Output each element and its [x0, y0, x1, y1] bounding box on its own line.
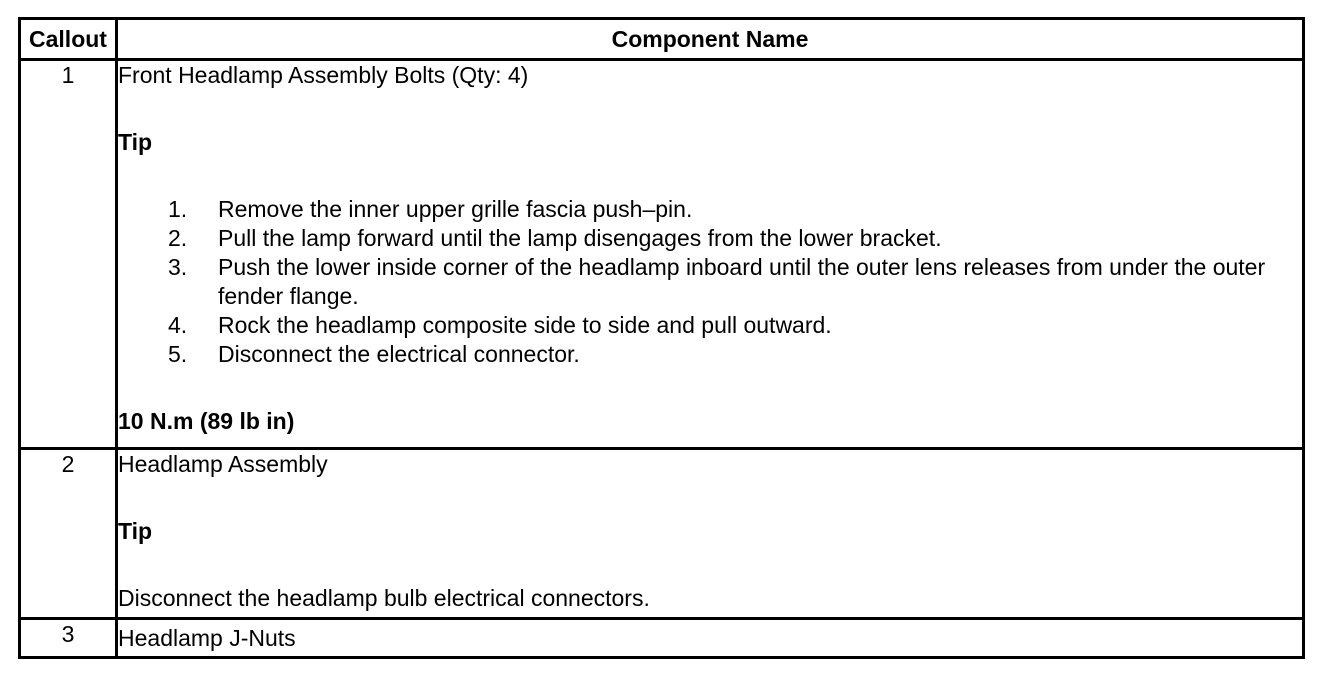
callout-cell: 1 [20, 60, 117, 449]
callout-cell: 3 [20, 619, 117, 658]
tip-label: Tip [118, 518, 153, 544]
step-number: 3. [168, 254, 188, 280]
step-text: Disconnect the electrical connector. [218, 341, 580, 367]
step-number: 1. [168, 196, 188, 222]
table-row [20, 449, 1304, 619]
component-name: Headlamp J-Nuts [117, 619, 1304, 658]
steps-list [118, 195, 1302, 369]
tip-label: Tip [118, 129, 153, 155]
header-row [20, 19, 1304, 60]
tip-text: Disconnect the headlamp bulb electrical connectors. [118, 585, 650, 611]
component-name: Front Headlamp Assembly Bolts (Qty: 4) [118, 62, 529, 88]
torque-spec: 10 N.m (89 lb in) [118, 408, 295, 434]
step-item [118, 195, 1302, 224]
callout-cell: 2 [20, 449, 117, 619]
step-number: 5. [168, 341, 188, 367]
step-text: Push the lower inside corner of the headlamp inboard until the outer lens releases from under the outer fender flange. [218, 254, 1266, 309]
step-text: Pull the lamp forward until the lamp disengages from the lower bracket. [218, 225, 942, 251]
component-cell [117, 60, 1304, 449]
step-item [118, 253, 1302, 311]
component-cell [117, 449, 1304, 619]
table-row [20, 619, 1304, 658]
step-text: Rock the headlamp composite side to side and pull outward. [218, 312, 832, 338]
step-item [118, 224, 1302, 253]
component-table [18, 17, 1305, 659]
table-row [20, 60, 1304, 449]
step-item [118, 340, 1302, 369]
step-text: Remove the inner upper grille fascia push–pin. [218, 196, 693, 222]
step-item [118, 311, 1302, 340]
component-name-header: Component Name [117, 19, 1304, 60]
callout-header: Callout [20, 19, 117, 60]
component-name: Headlamp Assembly [118, 451, 328, 477]
step-number: 2. [168, 225, 188, 251]
step-number: 4. [168, 312, 188, 338]
